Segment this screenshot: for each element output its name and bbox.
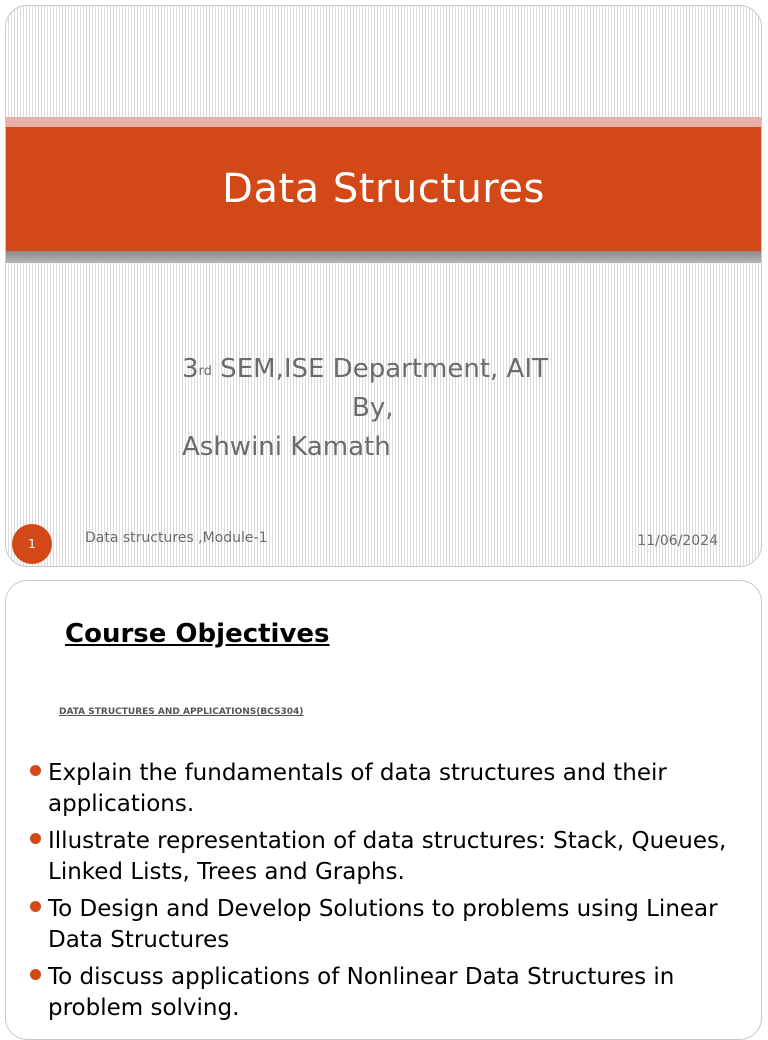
- list-item: [28, 962, 748, 1024]
- subtitle-block: [182, 350, 548, 467]
- subtitle-line-by: By,: [352, 393, 394, 423]
- slide-title: Course Objectives: [65, 619, 330, 649]
- title-slide: [5, 5, 762, 567]
- bullet-icon: [30, 901, 41, 912]
- author-name: Ashwini Kamath: [182, 432, 391, 462]
- objectives-list: [28, 758, 748, 1030]
- title-band: [6, 127, 761, 251]
- footer-text: Data structures ,Module-1: [85, 530, 268, 546]
- course-code-link[interactable]: DATA STRUCTURES AND APPLICATIONS(BCS304): [59, 707, 304, 717]
- department-text: SEM,ISE Department, AIT: [211, 354, 548, 384]
- list-item-text: To discuss applications of Nonlinear Data Structures in problem solving.: [48, 964, 675, 1021]
- footer-date: 11/06/2024: [637, 533, 718, 549]
- title-band-highlight: [6, 117, 761, 127]
- slide-number-badge: 1: [12, 524, 52, 564]
- list-item-text: Illustrate representation of data structures: Stack, Queues, Linked Lists, Trees and Graphs.: [48, 828, 727, 885]
- subtitle-line-semester: [182, 350, 548, 389]
- list-item-text: Explain the fundamentals of data structures and their applications.: [48, 760, 667, 817]
- list-item-text: To Design and Develop Solutions to problems using Linear Data Structures: [48, 896, 718, 953]
- list-item: [28, 826, 748, 888]
- title-band-shadow: [6, 251, 761, 263]
- bullet-icon: [30, 833, 41, 844]
- course-objectives-slide: [5, 580, 762, 1040]
- semester-ordinal-suffix: rd: [198, 364, 212, 379]
- list-item: [28, 894, 748, 956]
- semester-number: 3: [182, 354, 199, 384]
- slide-title: Data Structures: [222, 166, 545, 212]
- list-item: [28, 758, 748, 820]
- bullet-icon: [30, 765, 41, 776]
- bullet-icon: [30, 969, 41, 980]
